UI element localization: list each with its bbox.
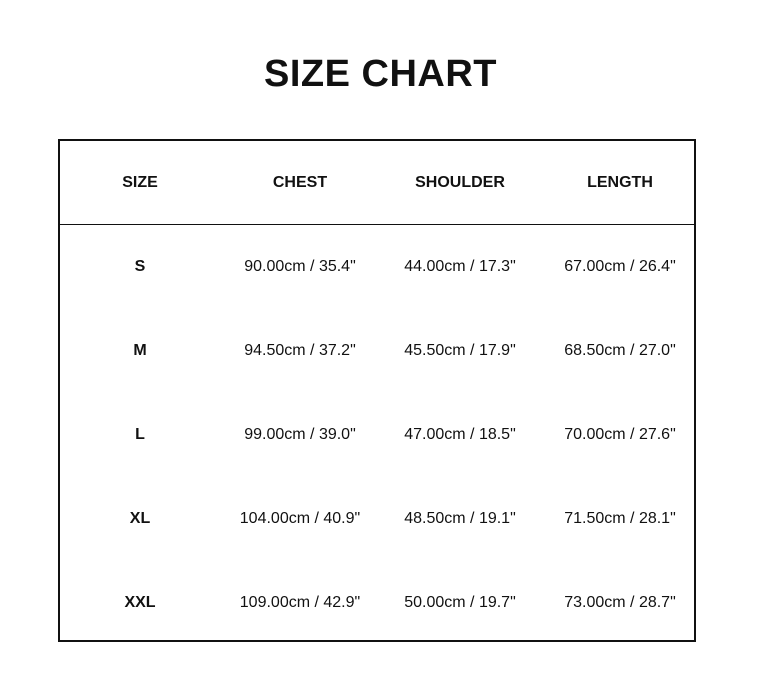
shoulder-cell: 50.00cm / 19.7": [404, 594, 516, 611]
table-header-row: [60, 141, 694, 225]
size-cell: M: [133, 342, 147, 359]
header-shoulder: SHOULDER: [415, 173, 505, 191]
size-cell: L: [135, 426, 145, 443]
table-row: [60, 309, 694, 393]
table-row: [60, 477, 694, 561]
chest-cell: 99.00cm / 39.0": [244, 426, 356, 443]
length-cell: 68.50cm / 27.0": [564, 342, 676, 359]
table-row: [60, 225, 694, 309]
shoulder-cell: 47.00cm / 18.5": [404, 426, 516, 443]
chest-cell: 104.00cm / 40.9": [239, 510, 361, 527]
length-cell: 71.50cm / 28.1": [564, 510, 676, 527]
page-title: SIZE CHART: [264, 53, 497, 95]
length-cell: 67.00cm / 26.4": [564, 258, 676, 275]
length-cell: 70.00cm / 27.6": [564, 426, 676, 443]
header-size: SIZE: [122, 173, 158, 191]
header-length: LENGTH: [587, 173, 653, 191]
shoulder-cell: 45.50cm / 17.9": [404, 342, 516, 359]
shoulder-cell: 48.50cm / 19.1": [404, 510, 516, 527]
table-row: [60, 393, 694, 477]
chest-cell: 94.50cm / 37.2": [244, 342, 356, 359]
length-cell: 73.00cm / 28.7": [564, 594, 676, 611]
size-cell: S: [134, 258, 146, 275]
shoulder-cell: 44.00cm / 17.3": [404, 258, 516, 275]
header-chest: CHEST: [272, 173, 328, 191]
chest-cell: 109.00cm / 42.9": [239, 594, 361, 611]
table-row: [60, 561, 694, 645]
size-cell: XL: [129, 510, 151, 527]
size-cell: XXL: [124, 594, 156, 611]
size-chart-table: [58, 139, 696, 642]
chest-cell: 90.00cm / 35.4": [244, 258, 356, 275]
